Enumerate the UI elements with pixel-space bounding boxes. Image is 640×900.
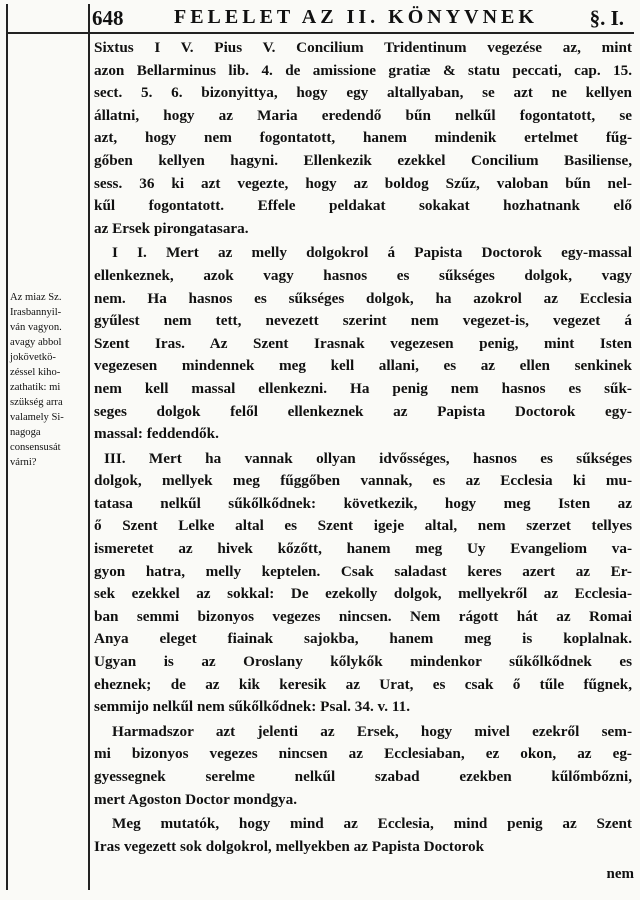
margin-note-line: consensusát [10, 442, 61, 453]
text-line: az Ersek pirongatasara. [94, 219, 249, 237]
text-line: dolgok, mellyek meg fűggőben vannak, es az Ecclesia ki mu- [94, 472, 632, 490]
text-line: ismeretet az hivek kőzőtt, hanem meg Uy Evangeliom va- [94, 540, 632, 558]
margin-note-line: valamely Si- [10, 412, 64, 423]
text-line: mi bizonyos vegezes nincsen az Ecclesiaban, ez okon, az eg- [94, 745, 632, 763]
text-line: eheznek; de az kik keresik az Urat, es csak ő tűle fűgnek, [94, 675, 632, 693]
header-rule [6, 32, 634, 34]
margin-note-line: Az miaz Sz. [10, 292, 62, 303]
main-text-block [94, 37, 632, 860]
text-line: nem kell massal ellenkezni. Ha penig nem hasnos es sűk- [94, 379, 632, 397]
paragraph [94, 448, 632, 719]
text-line: III. Mert ha vannak ollyan idvősséges, hasnos es sűkséges [104, 449, 632, 467]
text-line: mert Agoston Doctor mondgya. [94, 790, 298, 808]
text-line: nem. Ha hasnos es sűkséges dolgok, ha azokrol az Ecclesia [94, 289, 632, 307]
running-head-title: FELELET AZ II. KÖNYVNEK [174, 6, 538, 28]
margin-divider-rule [88, 4, 90, 890]
margin-note-line: jokövetkö- [10, 352, 56, 363]
margin-note-line: szükség arra [10, 397, 63, 408]
margin-note-line: nagoga [10, 427, 41, 438]
page-number: 648 [92, 6, 124, 30]
text-line: Harmadszor azt jelenti az Ersek, hogy mivel ezekről sem- [112, 722, 632, 740]
text-line: Meg mutatók, hogy mind az Ecclesia, mind penig az Szent [112, 815, 632, 833]
text-line: gyon hatra, melly keptelen. Csak saladast keres azert az Er- [94, 562, 632, 580]
text-line: ban semmi bizonyos vegezes nincsen. Nem rágott hát az Romai [94, 607, 632, 625]
text-line: Szent Iras. Az Szent Irasnak vegezesen penig, mint Isten [94, 334, 632, 352]
text-line: Ugyan is az Oroslany kőlykők mindenkor sűkőlkődnek es [94, 653, 632, 671]
text-line: sect. 5. 6. bizonyittya, hogy egy altallyaban, se azt ne kellyen [94, 84, 632, 102]
text-line: azon Bellarminus lib. 4. de amissione gratiæ & statu peccati, cap. 15. [94, 61, 632, 79]
running-header [92, 4, 632, 32]
text-line: ellenkeznek, azok vagy hasnos es sűkséges dolgok, vagy [94, 266, 632, 284]
text-line: I I. Mert az melly dolgokrol á Papista Doctorok egy-massal [112, 244, 632, 262]
margin-note-line: zathatik: mi [10, 382, 61, 393]
text-line: seges dolgok felől ellenkeznek az Papista Doctorok egy- [94, 402, 632, 420]
text-line: sess. 36 ki azt vegezte, hogy az boldog Szűz, valoban bűn nel- [94, 174, 632, 192]
paragraph [94, 721, 632, 811]
text-line: semmijo nelkűl nem sűkőlkődnek: Psal. 34. v. 11. [94, 698, 411, 716]
text-line: tatasa nelkűl sűkőlkődnek: következik, hogy meg Isten az [94, 494, 632, 512]
margin-note-line: avagy abbol [10, 337, 62, 348]
text-line: sek ezekkel az sokkal: De ezekolly dolgok, mellyekről az Ecclesia- [94, 585, 632, 603]
paragraph [94, 813, 632, 858]
paragraph [94, 242, 632, 445]
margin-note-line: ván vagyon. [10, 322, 62, 333]
text-line: Iras vegezett sok dolgokrol, mellyekben az Papista Doctorok [94, 837, 485, 855]
text-line: massal: feddendők. [94, 425, 219, 443]
text-line: Anya eleget fiainak sajokba, hanem meg is koplalnak. [94, 630, 632, 648]
margin-note-line: zéssel kiho- [10, 367, 61, 378]
margin-note-line: várni? [10, 457, 37, 468]
left-border-rule [6, 4, 8, 890]
text-line: kűl fogontatott. Effele peldakat sokakat hozhatnank elő [94, 197, 632, 215]
text-line: ő Szent Lelke altal es Szent igeje altal, nem szerzet tellyes [94, 517, 632, 535]
text-line: Sixtus I V. Pius V. Concilium Tridentinum vegezése az, mint [94, 39, 632, 56]
margin-note-line: Irasbannyil- [10, 307, 62, 318]
text-line: gőben kellyen hagyni. Ellenkezik ezekkel Concilium Basiliense, [94, 151, 632, 169]
text-line: gyessegnek serelme nelkűl szabad ezekben kűlőmbőzni, [94, 768, 632, 785]
paragraph [94, 37, 632, 240]
margin-note [10, 290, 86, 470]
text-line: vegezesen mindennek meg kell allani, es az ellen senkinek [94, 357, 632, 375]
text-line: állatni, hogy az Maria eredendő bűn nelkűl fogontatott, se [94, 106, 632, 124]
text-line: gyűlest nem tett, nevezett szerint nem vegezet-is, vegezet á [94, 312, 632, 330]
catchword: nem [606, 866, 634, 882]
section-mark: §. I. [589, 6, 624, 30]
text-line: azt, hogy nem fogontatott, hanem mindenik ertelmet fűg- [94, 129, 632, 147]
